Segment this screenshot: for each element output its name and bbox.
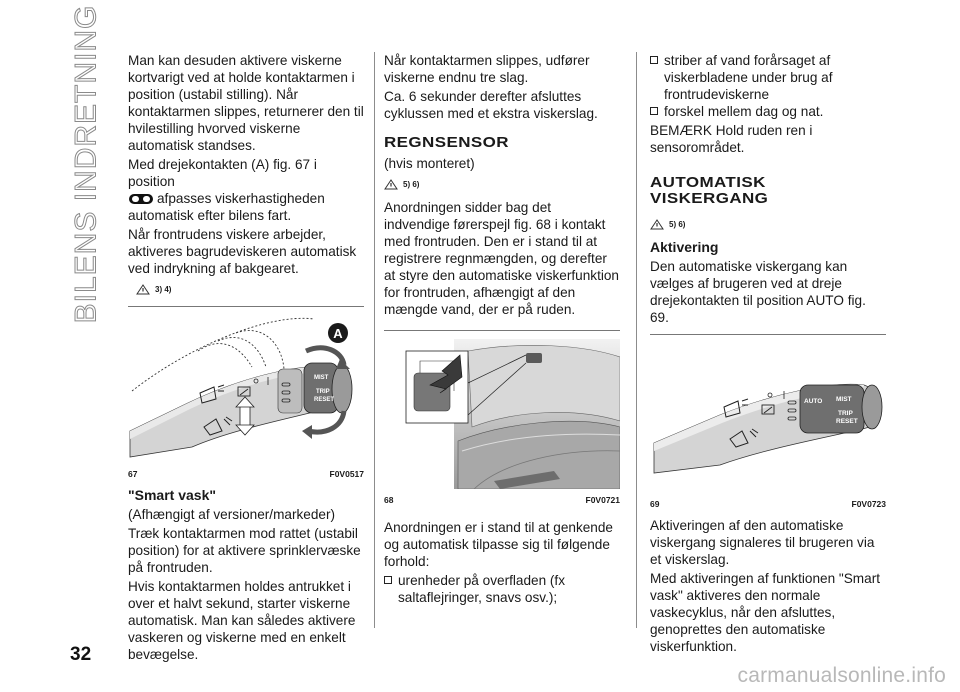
- paragraph: Med aktiveringen af funktionen "Smart vask" aktiveres den normale vaskecyklus, når den afsluttes, genoprettes den automatiske viskerfunktion.: [650, 571, 880, 654]
- paragraph: Når frontrudens viskere arbejder, aktiveres bagrudeviskeren automatisk ved indrykning af bakgearet.: [128, 227, 357, 276]
- paragraph: Når kontaktarmen slippes, udfører viskerne endnu tre slag.: [384, 53, 590, 85]
- warning-hand-icon: [384, 179, 398, 190]
- list-item: forskel mellem dag og nat.: [650, 103, 886, 120]
- figure-67: [128, 306, 364, 464]
- column-3: [650, 52, 886, 657]
- paragraph: BEMÆRK Hold ruden ren i sensorområdet.: [650, 123, 813, 155]
- warning-hand-icon: [136, 284, 150, 295]
- column-2: [384, 52, 620, 606]
- lever-label: MIST: [314, 375, 329, 381]
- list-item: urenheder på overfladen (fx saltaflejringer, snavs osv.);: [384, 572, 620, 606]
- figure-68: [384, 330, 620, 490]
- figure-caption: 67 F0V0517: [128, 469, 364, 479]
- rain-sensor-illustration: [384, 331, 620, 489]
- warning-reference: 5) 6): [650, 216, 886, 233]
- watermark: carmanualsonline.info: [737, 664, 946, 687]
- paragraph: Aktiveringen af den automatiske viskergang signaleres til brugeren via et viskerslag.: [650, 518, 875, 567]
- page-number: 32: [70, 644, 92, 665]
- section-side-title: BILENS INDRETNING: [69, 4, 102, 324]
- checkbox-bullet-icon: [650, 56, 658, 64]
- lever-label: MIST: [836, 396, 852, 403]
- warning-reference: 3) 4): [136, 281, 364, 298]
- paragraph: Man kan desuden aktivere viskerne kortvarigt ved at holde kontaktarmen i position (ustabil stilling). Når kontaktarmen slippes, returnerer den til hvilestilling hvorved viskerne automatisk standses.: [128, 53, 364, 153]
- paragraph: Med drejekontakten (A) fig. 67 i position afpasses viskerhastigheden automatisk efter bilens fart.: [128, 157, 325, 223]
- lever-label: TRIP: [838, 410, 853, 417]
- wiper-lever-auto-illustration: [650, 335, 886, 493]
- column-divider-1: [374, 52, 375, 628]
- paragraph: Træk kontaktarmen mod rattet (ustabil position) for at aktivere sprinklervæske på frontruden.: [128, 526, 361, 575]
- heading-automatisk-viskergang: AUTOMATISK VISKERGANG: [650, 174, 769, 207]
- paragraph: Ca. 6 sekunder derefter afsluttes cyklussen med et ekstra viskerslag.: [384, 89, 598, 121]
- paragraph: (Afhængigt af versioner/markeder): [128, 507, 336, 522]
- figure-caption: 69 F0V0723: [650, 499, 886, 509]
- warning-hand-icon: [650, 219, 664, 230]
- lever-label-auto: AUTO: [804, 398, 823, 405]
- warning-reference: 5) 6): [384, 176, 620, 193]
- lever-label: TRIP: [316, 389, 330, 395]
- paragraph: Hvis kontaktarmen holdes antrukket i over et halvt sekund, starter viskerne automatisk. Man kan således aktivere vaskeren og viskerne med en enkelt bevægelse.: [128, 579, 356, 662]
- list-item: striber af vand forårsaget af viskerbladene under brug af frontrudeviskerne: [650, 52, 886, 103]
- auto-wiper-speed-icon: [128, 193, 154, 205]
- column-divider-2: [636, 52, 637, 628]
- svg-text:A: A: [333, 326, 343, 341]
- figure-69: [650, 334, 886, 494]
- wiper-lever-illustration: [128, 307, 364, 463]
- checkbox-bullet-icon: [650, 107, 658, 115]
- heading-regnsensor: REGNSENSOR: [384, 134, 509, 151]
- paragraph: (hvis monteret): [384, 156, 475, 171]
- subheading-aktivering: Aktivering: [650, 239, 719, 255]
- figure-caption: 68 F0V0721: [384, 495, 620, 505]
- column-1: [128, 52, 364, 665]
- lever-label: RESET: [314, 397, 335, 403]
- subheading-smart-vask: "Smart vask": [128, 487, 216, 503]
- checkbox-bullet-icon: [384, 576, 392, 584]
- paragraph: Anordningen er i stand til at genkende og automatisk tilpasse sig til følgende forhold:: [384, 520, 613, 569]
- paragraph: Anordningen sidder bag det indvendige førerspejl fig. 68 i kontakt med frontruden. Den er i stand til at registrere regnmængden, og derefter at styre den automatiske viskerfunktion for frontruden, afhængigt af den mængde vand, der er på ruden.: [384, 200, 619, 317]
- lever-label: RESET: [836, 418, 858, 425]
- paragraph: Den automatiske viskergang kan vælges af brugeren ved at dreje drejekontakten til position AUTO fig. 69.: [650, 259, 866, 325]
